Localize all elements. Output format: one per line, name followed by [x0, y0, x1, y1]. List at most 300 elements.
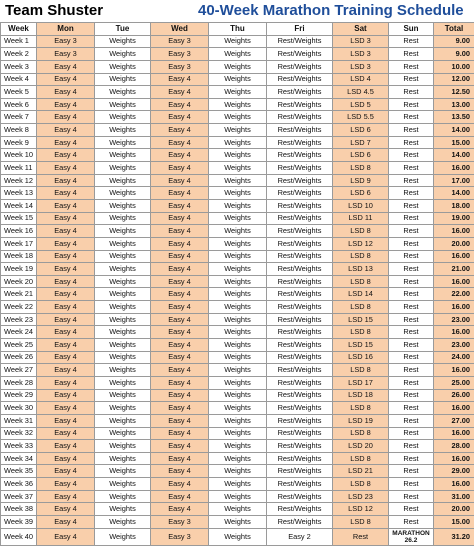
thu-cell: Weights: [209, 187, 267, 200]
fri-cell: Rest/Weights: [267, 478, 333, 491]
thu-cell: Weights: [209, 288, 267, 301]
week-cell: Week 19: [1, 263, 37, 276]
thu-cell: Weights: [209, 402, 267, 415]
fri-cell: Rest/Weights: [267, 376, 333, 389]
table-row: [1, 326, 474, 339]
fri-cell: Rest/Weights: [267, 35, 333, 48]
total-cell: 19.00: [434, 212, 474, 225]
sat-cell: LSD 6: [333, 187, 389, 200]
sat-cell: LSD 8: [333, 364, 389, 377]
tue-cell: Weights: [95, 364, 151, 377]
thu-cell: Weights: [209, 237, 267, 250]
wed-cell: Easy 4: [151, 124, 209, 137]
total-cell: 12.50: [434, 86, 474, 99]
sun-cell: Rest: [389, 402, 434, 415]
sun-cell: Rest: [389, 174, 434, 187]
mon-cell: Easy 4: [37, 162, 95, 175]
sat-cell: LSD 10: [333, 199, 389, 212]
fri-cell: Rest/Weights: [267, 440, 333, 453]
thu-cell: Weights: [209, 414, 267, 427]
total-cell: 16.00: [434, 427, 474, 440]
week-cell: Week 13: [1, 187, 37, 200]
thu-cell: Weights: [209, 364, 267, 377]
week-cell: Week 14: [1, 199, 37, 212]
tue-cell: Weights: [95, 162, 151, 175]
wed-cell: Easy 4: [151, 98, 209, 111]
mon-cell: Easy 4: [37, 275, 95, 288]
table-row: [1, 111, 474, 124]
wed-cell: Easy 3: [151, 35, 209, 48]
table-row: [1, 136, 474, 149]
sun-cell: Rest: [389, 60, 434, 73]
thu-cell: Weights: [209, 478, 267, 491]
fri-cell: Rest/Weights: [267, 389, 333, 402]
week-cell: Week 27: [1, 364, 37, 377]
week-cell: Week 35: [1, 465, 37, 478]
sat-cell: LSD 15: [333, 339, 389, 352]
table-row: [1, 478, 474, 491]
col-header-wed: Wed: [151, 23, 209, 36]
tue-cell: Weights: [95, 48, 151, 61]
thu-cell: Weights: [209, 528, 267, 545]
week-cell: Week 29: [1, 389, 37, 402]
sat-cell: LSD 8: [333, 427, 389, 440]
sat-cell: LSD 18: [333, 389, 389, 402]
sun-cell: Rest: [389, 187, 434, 200]
sun-cell: Rest: [389, 111, 434, 124]
tue-cell: Weights: [95, 199, 151, 212]
table-row: [1, 402, 474, 415]
sheet-header: [0, 0, 474, 22]
tue-cell: Weights: [95, 389, 151, 402]
sat-cell: LSD 19: [333, 414, 389, 427]
week-cell: Week 31: [1, 414, 37, 427]
fri-cell: Rest/Weights: [267, 275, 333, 288]
tue-cell: Weights: [95, 376, 151, 389]
total-cell: 9.00: [434, 48, 474, 61]
mon-cell: Easy 4: [37, 440, 95, 453]
wed-cell: Easy 4: [151, 250, 209, 263]
tue-cell: Weights: [95, 427, 151, 440]
mon-cell: Easy 4: [37, 452, 95, 465]
sat-cell: LSD 11: [333, 212, 389, 225]
total-cell: 16.00: [434, 162, 474, 175]
wed-cell: Easy 4: [151, 339, 209, 352]
fri-cell: Rest/Weights: [267, 225, 333, 238]
fri-cell: Rest/Weights: [267, 187, 333, 200]
week-cell: Week 36: [1, 478, 37, 491]
sun-cell: Rest: [389, 503, 434, 516]
table-row: [1, 452, 474, 465]
total-cell: 10.00: [434, 60, 474, 73]
mon-cell: Easy 4: [37, 339, 95, 352]
thu-cell: Weights: [209, 490, 267, 503]
fri-cell: Rest/Weights: [267, 515, 333, 528]
wed-cell: Easy 4: [151, 427, 209, 440]
wed-cell: Easy 4: [151, 187, 209, 200]
sat-cell: LSD 17: [333, 376, 389, 389]
wed-cell: Easy 4: [151, 225, 209, 238]
thu-cell: Weights: [209, 199, 267, 212]
total-cell: 16.00: [434, 301, 474, 314]
wed-cell: Easy 4: [151, 313, 209, 326]
sun-cell: Rest: [389, 162, 434, 175]
sun-cell: Rest: [389, 440, 434, 453]
tue-cell: Weights: [95, 86, 151, 99]
tue-cell: Weights: [95, 288, 151, 301]
wed-cell: Easy 4: [151, 199, 209, 212]
mon-cell: Easy 4: [37, 528, 95, 545]
tue-cell: Weights: [95, 478, 151, 491]
mon-cell: Easy 4: [37, 263, 95, 276]
total-cell: 18.00: [434, 199, 474, 212]
sat-cell: LSD 8: [333, 250, 389, 263]
tue-cell: Weights: [95, 326, 151, 339]
sun-cell: Rest: [389, 263, 434, 276]
mon-cell: Easy 4: [37, 515, 95, 528]
wed-cell: Easy 4: [151, 490, 209, 503]
sat-cell: LSD 15: [333, 313, 389, 326]
sun-cell: Rest: [389, 364, 434, 377]
table-row: [1, 414, 474, 427]
tue-cell: Weights: [95, 440, 151, 453]
wed-cell: Easy 3: [151, 528, 209, 545]
total-cell: 16.00: [434, 364, 474, 377]
week-cell: Week 32: [1, 427, 37, 440]
fri-cell: Rest/Weights: [267, 199, 333, 212]
wed-cell: Easy 4: [151, 111, 209, 124]
sat-cell: LSD 8: [333, 402, 389, 415]
wed-cell: Easy 3: [151, 60, 209, 73]
fri-cell: Rest/Weights: [267, 503, 333, 516]
wed-cell: Easy 4: [151, 440, 209, 453]
mon-cell: Easy 4: [37, 490, 95, 503]
mon-cell: Easy 3: [37, 48, 95, 61]
thu-cell: Weights: [209, 73, 267, 86]
total-cell: 21.00: [434, 263, 474, 276]
table-row: [1, 465, 474, 478]
total-cell: 26.00: [434, 389, 474, 402]
thu-cell: Weights: [209, 48, 267, 61]
total-cell: 15.00: [434, 136, 474, 149]
fri-cell: Rest/Weights: [267, 414, 333, 427]
thu-cell: Weights: [209, 212, 267, 225]
sat-cell: LSD 4.5: [333, 86, 389, 99]
sun-cell: Rest: [389, 339, 434, 352]
race-label: MARATHON: [389, 530, 433, 537]
table-row: [1, 35, 474, 48]
week-cell: Week 6: [1, 98, 37, 111]
sun-cell: Rest: [389, 149, 434, 162]
week-cell: Week 28: [1, 376, 37, 389]
table-row: [1, 124, 474, 137]
week-cell: Week 30: [1, 402, 37, 415]
week-cell: Week 4: [1, 73, 37, 86]
table-row: [1, 162, 474, 175]
thu-cell: Weights: [209, 376, 267, 389]
tue-cell: Weights: [95, 351, 151, 364]
total-cell: 14.00: [434, 149, 474, 162]
sat-cell: LSD 20: [333, 440, 389, 453]
wed-cell: Easy 4: [151, 389, 209, 402]
sun-cell: Rest: [389, 427, 434, 440]
wed-cell: Easy 4: [151, 149, 209, 162]
mon-cell: Easy 4: [37, 174, 95, 187]
total-cell: 12.00: [434, 73, 474, 86]
fri-cell: Rest/Weights: [267, 427, 333, 440]
total-cell: 13.00: [434, 98, 474, 111]
fri-cell: Rest/Weights: [267, 263, 333, 276]
table-row: [1, 73, 474, 86]
wed-cell: Easy 4: [151, 351, 209, 364]
tue-cell: Weights: [95, 250, 151, 263]
fri-cell: Rest/Weights: [267, 73, 333, 86]
mon-cell: Easy 4: [37, 187, 95, 200]
mon-cell: Easy 4: [37, 326, 95, 339]
mon-cell: Easy 4: [37, 478, 95, 491]
tue-cell: Weights: [95, 73, 151, 86]
thu-cell: Weights: [209, 124, 267, 137]
fri-cell: Rest/Weights: [267, 162, 333, 175]
sun-cell: Rest: [389, 73, 434, 86]
fri-cell: Rest/Weights: [267, 339, 333, 352]
week-cell: Week 9: [1, 136, 37, 149]
table-row: [1, 313, 474, 326]
fri-cell: Rest/Weights: [267, 98, 333, 111]
tue-cell: Weights: [95, 402, 151, 415]
total-cell: 16.00: [434, 402, 474, 415]
thu-cell: Weights: [209, 515, 267, 528]
table-row: [1, 199, 474, 212]
wed-cell: Easy 4: [151, 376, 209, 389]
wed-cell: Easy 4: [151, 452, 209, 465]
table-row: [1, 515, 474, 528]
fri-cell: Rest/Weights: [267, 250, 333, 263]
wed-cell: Easy 4: [151, 301, 209, 314]
week-cell: Week 11: [1, 162, 37, 175]
mon-cell: Easy 4: [37, 124, 95, 137]
total-cell: 31.00: [434, 490, 474, 503]
thu-cell: Weights: [209, 250, 267, 263]
sun-cell: Rest: [389, 301, 434, 314]
thu-cell: Weights: [209, 35, 267, 48]
fri-cell: Rest/Weights: [267, 149, 333, 162]
sat-cell: LSD 21: [333, 465, 389, 478]
sat-cell: LSD 8: [333, 301, 389, 314]
tue-cell: Weights: [95, 187, 151, 200]
fri-cell: Rest/Weights: [267, 313, 333, 326]
week-cell: Week 34: [1, 452, 37, 465]
mon-cell: Easy 4: [37, 212, 95, 225]
table-row: [1, 351, 474, 364]
mon-cell: Easy 4: [37, 98, 95, 111]
wed-cell: Easy 4: [151, 402, 209, 415]
tue-cell: Weights: [95, 136, 151, 149]
race-distance: 26.2: [389, 537, 433, 544]
total-cell: 16.00: [434, 275, 474, 288]
wed-cell: Easy 4: [151, 275, 209, 288]
thu-cell: Weights: [209, 313, 267, 326]
tue-cell: Weights: [95, 465, 151, 478]
thu-cell: Weights: [209, 225, 267, 238]
wed-cell: Easy 4: [151, 174, 209, 187]
tue-cell: Weights: [95, 98, 151, 111]
wed-cell: Easy 4: [151, 212, 209, 225]
sat-cell: LSD 3: [333, 48, 389, 61]
week-cell: Week 24: [1, 326, 37, 339]
fri-cell: Rest/Weights: [267, 351, 333, 364]
thu-cell: Weights: [209, 111, 267, 124]
tue-cell: Weights: [95, 528, 151, 545]
thu-cell: Weights: [209, 136, 267, 149]
mon-cell: Easy 4: [37, 376, 95, 389]
wed-cell: Easy 3: [151, 515, 209, 528]
sun-cell: Rest: [389, 478, 434, 491]
wed-cell: Easy 4: [151, 326, 209, 339]
table-row: [1, 427, 474, 440]
sat-cell: LSD 16: [333, 351, 389, 364]
fri-cell: Rest/Weights: [267, 212, 333, 225]
mon-cell: Easy 4: [37, 427, 95, 440]
mon-cell: Easy 4: [37, 402, 95, 415]
week-cell: Week 22: [1, 301, 37, 314]
table-row: [1, 98, 474, 111]
total-cell: 16.00: [434, 326, 474, 339]
wed-cell: Easy 4: [151, 136, 209, 149]
wed-cell: Easy 4: [151, 503, 209, 516]
col-header-mon: Mon: [37, 23, 95, 36]
sat-cell: LSD 8: [333, 326, 389, 339]
sun-cell: Rest: [389, 452, 434, 465]
tue-cell: Weights: [95, 313, 151, 326]
mon-cell: Easy 4: [37, 199, 95, 212]
mon-cell: Easy 4: [37, 465, 95, 478]
mon-cell: Easy 4: [37, 73, 95, 86]
total-cell: 9.00: [434, 35, 474, 48]
thu-cell: Weights: [209, 326, 267, 339]
wed-cell: Easy 4: [151, 364, 209, 377]
wed-cell: Easy 4: [151, 237, 209, 250]
sun-cell: Rest: [389, 212, 434, 225]
week-cell: Week 38: [1, 503, 37, 516]
fri-cell: Rest/Weights: [267, 465, 333, 478]
col-header-thu: Thu: [209, 23, 267, 36]
total-cell: 22.00: [434, 288, 474, 301]
tue-cell: Weights: [95, 237, 151, 250]
fri-cell: Rest/Weights: [267, 326, 333, 339]
thu-cell: Weights: [209, 440, 267, 453]
schedule-table: [0, 22, 474, 546]
week-cell: Week 2: [1, 48, 37, 61]
fri-cell: Rest/Weights: [267, 402, 333, 415]
table-row: [1, 376, 474, 389]
sat-cell: LSD 8: [333, 162, 389, 175]
fri-cell: Rest/Weights: [267, 288, 333, 301]
table-row: [1, 237, 474, 250]
mon-cell: Easy 4: [37, 149, 95, 162]
sun-cell: Rest: [389, 225, 434, 238]
sat-cell: LSD 8: [333, 478, 389, 491]
table-row: [1, 503, 474, 516]
wed-cell: Easy 4: [151, 414, 209, 427]
thu-cell: Weights: [209, 301, 267, 314]
schedule-title: 40-Week Marathon Training Schedule: [198, 2, 464, 19]
fri-cell: Rest/Weights: [267, 452, 333, 465]
sat-cell: Rest: [333, 528, 389, 545]
col-header-week: Week: [1, 23, 37, 36]
sat-cell: LSD 8: [333, 275, 389, 288]
table-row: [1, 48, 474, 61]
week-cell: Week 21: [1, 288, 37, 301]
sun-cell: Rest: [389, 136, 434, 149]
tue-cell: Weights: [95, 339, 151, 352]
total-cell: 23.00: [434, 313, 474, 326]
fri-cell: Rest/Weights: [267, 124, 333, 137]
wed-cell: Easy 4: [151, 478, 209, 491]
fri-cell: Rest/Weights: [267, 48, 333, 61]
total-cell: 14.00: [434, 124, 474, 137]
tue-cell: Weights: [95, 149, 151, 162]
fri-cell: Easy 2: [267, 528, 333, 545]
sat-cell: LSD 4: [333, 73, 389, 86]
mon-cell: Easy 4: [37, 136, 95, 149]
total-cell: 28.00: [434, 440, 474, 453]
week-cell: Week 16: [1, 225, 37, 238]
tue-cell: Weights: [95, 212, 151, 225]
schedule-body: [1, 35, 474, 545]
thu-cell: Weights: [209, 149, 267, 162]
wed-cell: Easy 4: [151, 86, 209, 99]
total-cell: 13.50: [434, 111, 474, 124]
total-cell: 20.00: [434, 503, 474, 516]
mon-cell: Easy 4: [37, 225, 95, 238]
fri-cell: Rest/Weights: [267, 364, 333, 377]
fri-cell: Rest/Weights: [267, 136, 333, 149]
column-header-row: [1, 23, 474, 36]
week-cell: Week 18: [1, 250, 37, 263]
fri-cell: Rest/Weights: [267, 301, 333, 314]
col-header-sat: Sat: [333, 23, 389, 36]
sat-cell: LSD 12: [333, 237, 389, 250]
table-row: [1, 301, 474, 314]
sun-cell: Rest: [389, 250, 434, 263]
wed-cell: Easy 4: [151, 73, 209, 86]
total-cell: 16.00: [434, 250, 474, 263]
week-cell: Week 5: [1, 86, 37, 99]
fri-cell: Rest/Weights: [267, 86, 333, 99]
total-cell: 24.00: [434, 351, 474, 364]
sat-cell: LSD 5: [333, 98, 389, 111]
thu-cell: Weights: [209, 275, 267, 288]
table-row: [1, 86, 474, 99]
sat-cell: LSD 23: [333, 490, 389, 503]
sun-cell: Rest: [389, 490, 434, 503]
thu-cell: Weights: [209, 452, 267, 465]
col-header-tue: Tue: [95, 23, 151, 36]
sat-cell: LSD 8: [333, 515, 389, 528]
week-cell: Week 33: [1, 440, 37, 453]
total-cell: 25.00: [434, 376, 474, 389]
table-row: [1, 212, 474, 225]
sun-cell: Rest: [389, 515, 434, 528]
table-row: [1, 440, 474, 453]
mon-cell: Easy 4: [37, 351, 95, 364]
thu-cell: Weights: [209, 162, 267, 175]
thu-cell: Weights: [209, 86, 267, 99]
col-header-total: Total: [434, 23, 474, 36]
tue-cell: Weights: [95, 124, 151, 137]
table-row: [1, 490, 474, 503]
